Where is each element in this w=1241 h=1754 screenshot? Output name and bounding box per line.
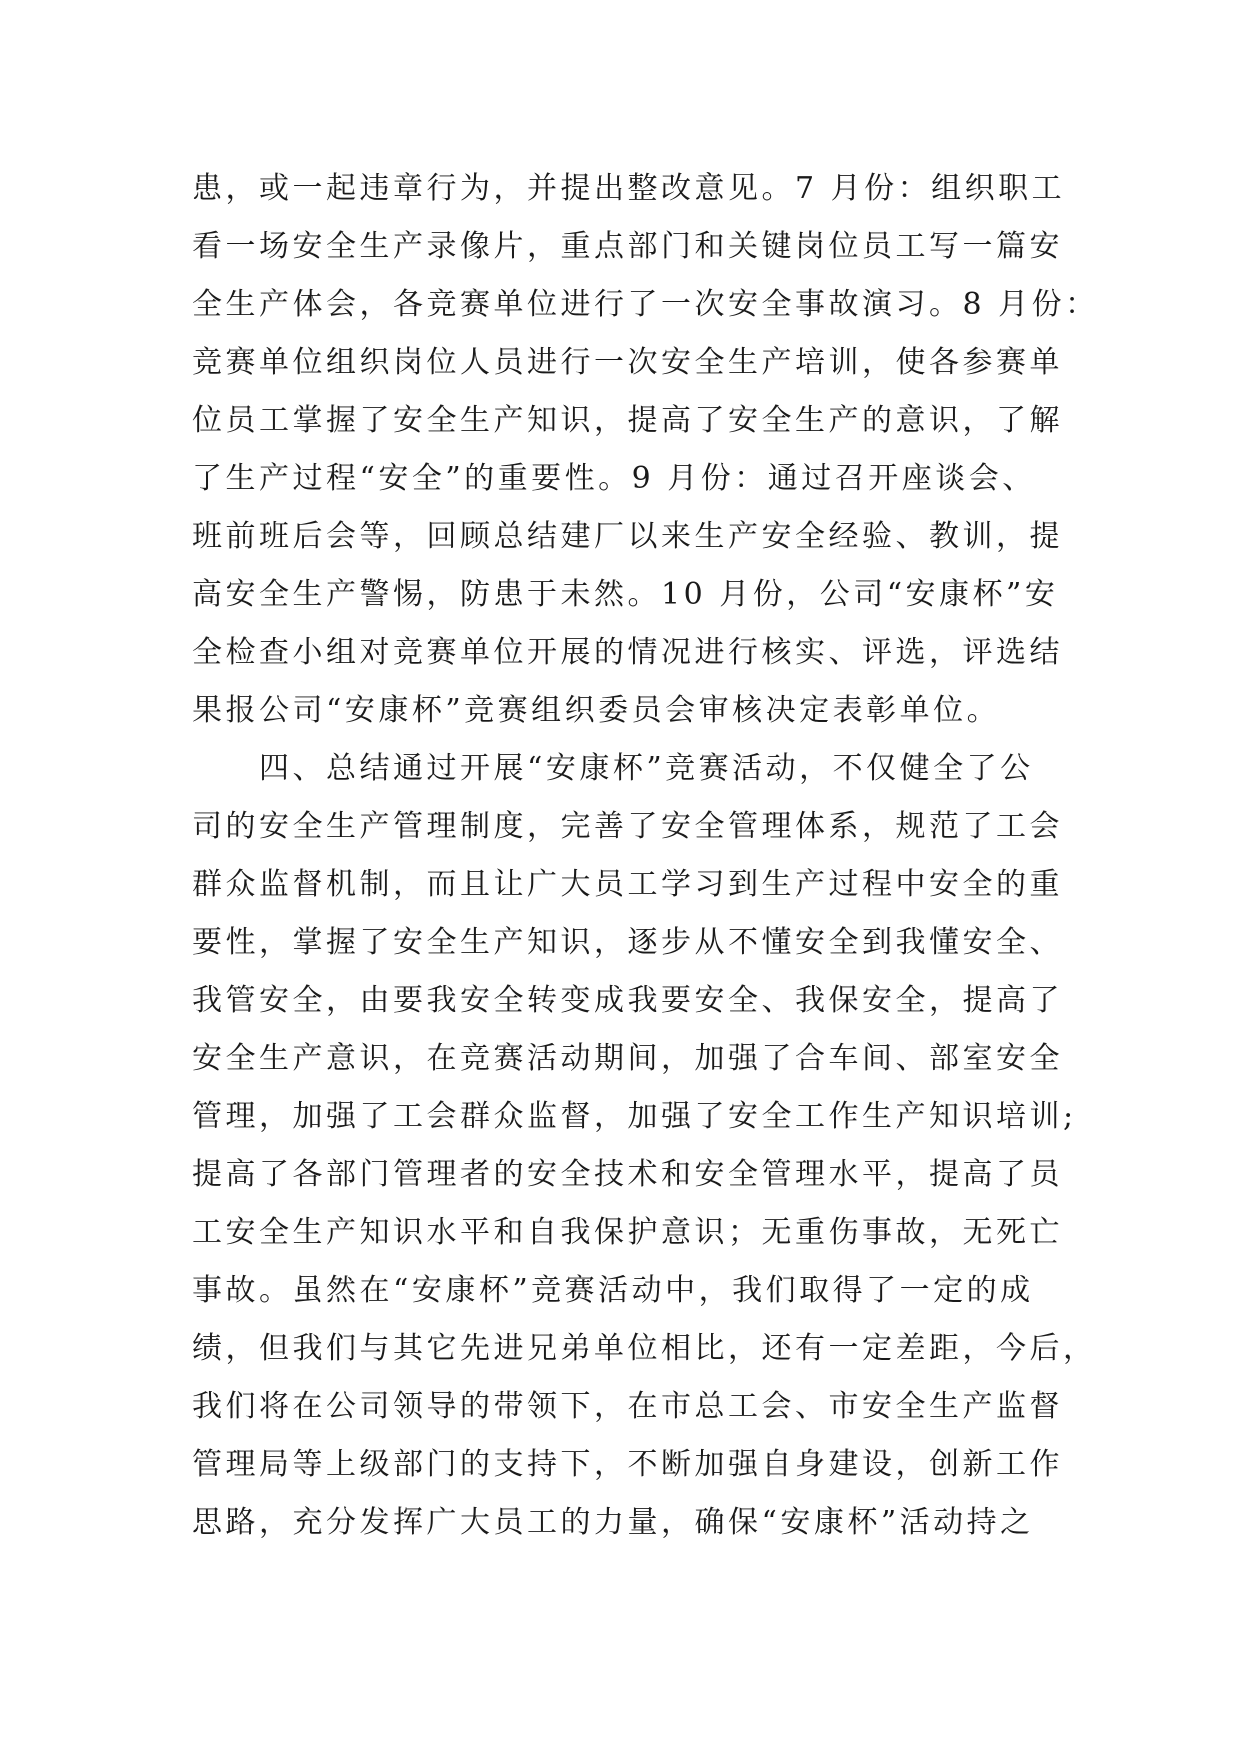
text-line: 工安全生产知识水平和自我保护意识；无重伤事故，无死亡 bbox=[192, 1215, 1063, 1250]
text-line: 我们将在公司领导的带领下，在市总工会、市安全生产监督 bbox=[192, 1389, 1063, 1424]
text-line: 患，或一起违章行为，并提出整改意见。7 月份：组织职工 bbox=[192, 171, 1066, 206]
text-line: 了生产过程“安全”的重要性。9 月份：通过召开座谈会、 bbox=[192, 461, 1036, 496]
text-line: 我管安全，由要我安全转变成我要安全、我保安全，提高了 bbox=[192, 983, 1063, 1018]
text-line: 高安全生产警惕，防患于未然。10 月份，公司“安康杯”安 bbox=[192, 577, 1059, 612]
body-text bbox=[192, 160, 1099, 1552]
text-line: 安全生产意识，在竞赛活动期间，加强了合车间、部室安全 bbox=[192, 1041, 1063, 1076]
text-line: 全检查小组对竞赛单位开展的情况进行核实、评选，评选结 bbox=[192, 635, 1063, 670]
text-line: 事故。虽然在“安康杯”竞赛活动中，我们取得了一定的成 bbox=[192, 1273, 1034, 1308]
text-line: 管理，加强了工会群众监督，加强了安全工作生产知识培训; bbox=[192, 1099, 1077, 1134]
text-line: 位员工掌握了安全生产知识，提高了安全生产的意识，了解 bbox=[192, 403, 1063, 438]
text-line: 管理局等上级部门的支持下，不断加强自身建设，创新工作 bbox=[192, 1447, 1063, 1482]
text-line: 司的安全生产管理制度，完善了安全管理体系，规范了工会 bbox=[192, 809, 1063, 844]
text-line: 提高了各部门管理者的安全技术和安全管理水平，提高了员 bbox=[192, 1157, 1063, 1192]
text-line: 要性，掌握了安全生产知识，逐步从不懂安全到我懂安全、 bbox=[192, 925, 1063, 960]
text-line: 绩，但我们与其它先进兄弟单位相比，还有一定差距，今后， bbox=[192, 1331, 1097, 1366]
paragraph-start-line: 四、总结通过开展“安康杯”竞赛活动，不仅健全了公 bbox=[192, 751, 1034, 786]
text-line: 班前班后会等，回顾总结建厂以来生产安全经验、教训，提 bbox=[192, 519, 1063, 554]
text-line: 看一场安全生产录像片，重点部门和关键岗位员工写一篇安 bbox=[192, 229, 1063, 264]
text-line: 竞赛单位组织岗位人员进行一次安全生产培训，使各参赛单 bbox=[192, 345, 1063, 380]
text-line: 全生产体会，各竞赛单位进行了一次安全事故演习。8 月份： bbox=[192, 287, 1099, 322]
text-line: 果报公司“安康杯”竞赛组织委员会审核决定表彰单位。 bbox=[192, 693, 1001, 728]
text-line: 群众监督机制，而且让广大员工学习到生产过程中安全的重 bbox=[192, 867, 1063, 902]
text-line: 思路，充分发挥广大员工的力量，确保“安康杯”活动持之 bbox=[192, 1505, 1034, 1540]
